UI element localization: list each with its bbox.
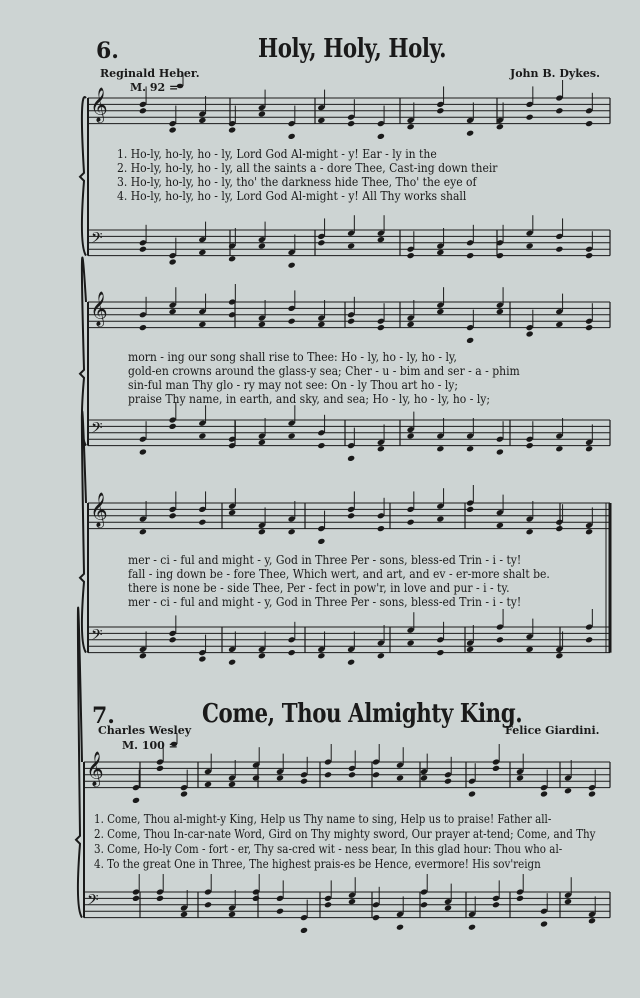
note-head bbox=[180, 911, 188, 918]
note-head bbox=[252, 895, 260, 902]
lyricist-credit: Reginald Heber. bbox=[100, 67, 200, 80]
note-head bbox=[288, 262, 296, 269]
note-head bbox=[348, 771, 356, 778]
note-head bbox=[156, 895, 164, 902]
note-head bbox=[324, 901, 332, 908]
note-head bbox=[228, 781, 236, 788]
note-head bbox=[347, 318, 355, 325]
system-brace bbox=[76, 608, 82, 918]
note-head bbox=[496, 308, 504, 315]
note-head bbox=[300, 927, 308, 934]
note-head bbox=[228, 911, 236, 918]
note-head bbox=[436, 249, 444, 256]
note-head bbox=[228, 126, 236, 133]
note-head bbox=[317, 652, 325, 659]
note-head bbox=[372, 914, 380, 921]
treble-clef-icon: 𝄞 bbox=[90, 492, 108, 528]
note-head bbox=[372, 771, 380, 778]
note-head bbox=[496, 522, 504, 529]
note-head bbox=[436, 515, 444, 522]
note-head bbox=[180, 790, 188, 797]
note-head bbox=[169, 636, 177, 643]
hymn-title: Holy, Holy, Holy. bbox=[258, 34, 447, 64]
note-head bbox=[317, 321, 325, 328]
note-head bbox=[317, 117, 325, 124]
note-head bbox=[198, 321, 206, 328]
note-head bbox=[377, 324, 385, 331]
note-head bbox=[492, 765, 500, 772]
bass-clef-icon: 𝄢 bbox=[91, 626, 103, 648]
note-head bbox=[169, 126, 177, 133]
lyrics-line: mer - ci - ful and might - y, God in Three Per - sons, bless-ed Trin - i - ty! bbox=[128, 595, 522, 609]
note-head bbox=[288, 133, 296, 140]
note-head bbox=[347, 659, 355, 666]
note-head bbox=[407, 432, 415, 439]
note-head bbox=[169, 512, 177, 519]
note-head bbox=[396, 924, 404, 931]
note-head bbox=[516, 774, 524, 781]
note-head bbox=[198, 249, 206, 256]
note-head bbox=[377, 525, 385, 532]
note-head bbox=[288, 432, 296, 439]
note-head bbox=[540, 920, 548, 927]
note-head bbox=[526, 646, 534, 653]
lyrics-line: mer - ci - ful and might - y, God in Three Per - sons, bless-ed Trin - i - ty! bbox=[128, 553, 522, 567]
note-head bbox=[496, 123, 504, 130]
bass-clef-icon: 𝄢 bbox=[91, 229, 103, 251]
note-head bbox=[288, 649, 296, 656]
note-head bbox=[526, 114, 534, 121]
note-head bbox=[156, 765, 164, 772]
note-head bbox=[198, 117, 206, 124]
system-brace bbox=[80, 97, 86, 256]
note-head bbox=[466, 445, 474, 452]
note-head bbox=[466, 130, 474, 137]
note-head bbox=[420, 901, 428, 908]
note-head bbox=[276, 774, 284, 781]
note-head bbox=[555, 445, 563, 452]
note-head bbox=[585, 252, 593, 259]
note-head bbox=[420, 774, 428, 781]
note-head bbox=[585, 445, 593, 452]
note-head bbox=[348, 898, 356, 905]
note-head bbox=[585, 120, 593, 127]
treble-clef-icon: 𝄞 bbox=[86, 751, 104, 787]
note-head bbox=[588, 917, 596, 924]
note-head bbox=[252, 774, 260, 781]
note-head bbox=[228, 255, 236, 262]
note-head bbox=[324, 771, 332, 778]
hymn-title: Come, Thou Almighty King. bbox=[202, 699, 523, 729]
note-head bbox=[516, 895, 524, 902]
note-head bbox=[139, 324, 147, 331]
note-head bbox=[407, 123, 415, 130]
note-head bbox=[564, 898, 572, 905]
note-head bbox=[377, 445, 385, 452]
note-head bbox=[198, 655, 206, 662]
note-head bbox=[228, 509, 236, 516]
note-head bbox=[377, 236, 385, 243]
lyrics-line: fall - ing down be - fore Thee, Which wert, and art, and ev - er-more shalt be. bbox=[128, 567, 550, 581]
note-head bbox=[585, 528, 593, 535]
note-head bbox=[496, 448, 504, 455]
note-head bbox=[555, 321, 563, 328]
note-head bbox=[468, 790, 476, 797]
note-head bbox=[585, 636, 593, 643]
lyrics-line: 1. Ho-ly, ho-ly, ho - ly, Lord God Al-might - y! Ear - ly in the bbox=[117, 147, 437, 161]
note-head bbox=[204, 781, 212, 788]
note-head bbox=[288, 528, 296, 535]
note-head bbox=[169, 423, 177, 430]
lyrics-line: there is none be - side Thee, Per - fect in pow'r, in love and pur - i - ty. bbox=[128, 581, 510, 595]
note-head bbox=[317, 239, 325, 246]
note-head bbox=[585, 324, 593, 331]
note-head bbox=[300, 778, 308, 785]
note-head bbox=[466, 337, 474, 344]
composer-credit: John B. Dykes. bbox=[510, 67, 600, 80]
note-head bbox=[526, 242, 534, 249]
lyrics-line: 4. Ho-ly, ho-ly, ho - ly, Lord God Al-might - y! All Thy works shall bbox=[117, 189, 467, 203]
note-head bbox=[317, 538, 325, 545]
note-head bbox=[436, 649, 444, 656]
note-head bbox=[139, 246, 147, 253]
note-head bbox=[169, 308, 177, 315]
lyrics-line: praise Thy name, in earth, and sky, and sea; Ho - ly, ho - ly, ho - ly; bbox=[128, 392, 491, 406]
note-head bbox=[258, 439, 266, 446]
lyrics-line: 2. Come, Thou In-car-nate Word, Gird on Thy mighty sword, Our prayer at-tend; Come, and Thy bbox=[94, 827, 596, 841]
tempo-marking: M. 100 = bbox=[122, 739, 178, 752]
note-head bbox=[407, 321, 415, 328]
note-head bbox=[198, 519, 206, 526]
note-head bbox=[258, 528, 266, 535]
lyrics-line: morn - ing our song shall rise to Thee: Ho - ly, ho - ly, ho - ly, bbox=[128, 350, 458, 364]
note-head bbox=[347, 242, 355, 249]
note-head bbox=[396, 774, 404, 781]
note-head bbox=[588, 790, 596, 797]
note-head bbox=[258, 652, 266, 659]
note-head bbox=[407, 519, 415, 526]
note-head bbox=[407, 252, 415, 259]
note-head bbox=[436, 308, 444, 315]
hymn-number: 7. bbox=[92, 703, 115, 729]
lyrics-line: 3. Come, Ho-ly Com - fort - er, Thy sa-cred wit - ness bear, In this glad hour: Thou who al- bbox=[94, 842, 563, 856]
composer-credit: Felice Giardini. bbox=[505, 724, 600, 737]
note-head bbox=[317, 442, 325, 449]
note-head bbox=[347, 455, 355, 462]
note-head bbox=[468, 924, 476, 931]
note-head bbox=[204, 901, 212, 908]
note-head bbox=[139, 652, 147, 659]
lyrics-line: 1. Come, Thou al-might-y King, Help us Thy name to sing, Help us to praise! Father all- bbox=[94, 812, 552, 826]
note-head bbox=[555, 525, 563, 532]
hymn-number: 6. bbox=[96, 38, 119, 64]
note-head bbox=[540, 790, 548, 797]
note-head bbox=[526, 442, 534, 449]
note-head bbox=[139, 448, 147, 455]
lyrics-line: gold-en crowns around the glass-y sea; Cher - u - bim and ser - a - phim bbox=[128, 364, 520, 378]
treble-clef-icon: 𝄞 bbox=[90, 291, 108, 327]
note-head bbox=[139, 107, 147, 114]
note-head bbox=[228, 659, 236, 666]
bass-clef-icon: 𝄢 bbox=[87, 891, 99, 913]
note-head bbox=[496, 636, 504, 643]
note-head bbox=[466, 506, 474, 513]
note-head bbox=[288, 318, 296, 325]
note-head bbox=[526, 330, 534, 337]
note-head bbox=[436, 107, 444, 114]
note-head bbox=[444, 778, 452, 785]
note-head bbox=[555, 246, 563, 253]
note-head bbox=[258, 110, 266, 117]
note-head bbox=[139, 528, 147, 535]
note-head bbox=[492, 901, 500, 908]
note-head bbox=[198, 432, 206, 439]
note-head bbox=[444, 904, 452, 911]
lyrics-line: 2. Ho-ly, ho-ly, ho - ly, all the saints a - dore Thee, Cast-ing down their bbox=[117, 161, 498, 175]
note-head bbox=[258, 321, 266, 328]
lyrics-line: 4. To the great One in Three, The highest prais-es be Hence, evermore! His sov'reign bbox=[94, 857, 541, 871]
note-head bbox=[555, 652, 563, 659]
note-head bbox=[169, 258, 177, 265]
lyrics-line: 3. Ho-ly, ho-ly, ho - ly, tho' the darkness hide Thee, Tho' the eye of bbox=[117, 175, 477, 189]
note-head bbox=[466, 646, 474, 653]
note-head bbox=[555, 107, 563, 114]
note-head bbox=[347, 512, 355, 519]
bass-clef-icon: 𝄢 bbox=[91, 419, 103, 441]
note-head bbox=[132, 797, 140, 804]
lyrics-line: sin-ful man Thy glo - ry may not see: On - ly Thou art ho - ly; bbox=[128, 378, 459, 392]
tempo-marking: M. 92 = bbox=[130, 81, 179, 94]
note-head bbox=[377, 652, 385, 659]
note-head bbox=[276, 908, 284, 915]
note-head bbox=[526, 528, 534, 535]
note-head bbox=[436, 445, 444, 452]
treble-clef-icon: 𝄞 bbox=[90, 87, 108, 123]
note-head bbox=[132, 895, 140, 902]
note-head bbox=[258, 242, 266, 249]
note-head bbox=[466, 252, 474, 259]
note-head bbox=[377, 133, 385, 140]
note-head bbox=[347, 120, 355, 127]
note-head bbox=[407, 639, 415, 646]
system-brace bbox=[80, 411, 86, 652]
lyricist-credit: Charles Wesley bbox=[98, 724, 192, 737]
note-head bbox=[564, 787, 572, 794]
